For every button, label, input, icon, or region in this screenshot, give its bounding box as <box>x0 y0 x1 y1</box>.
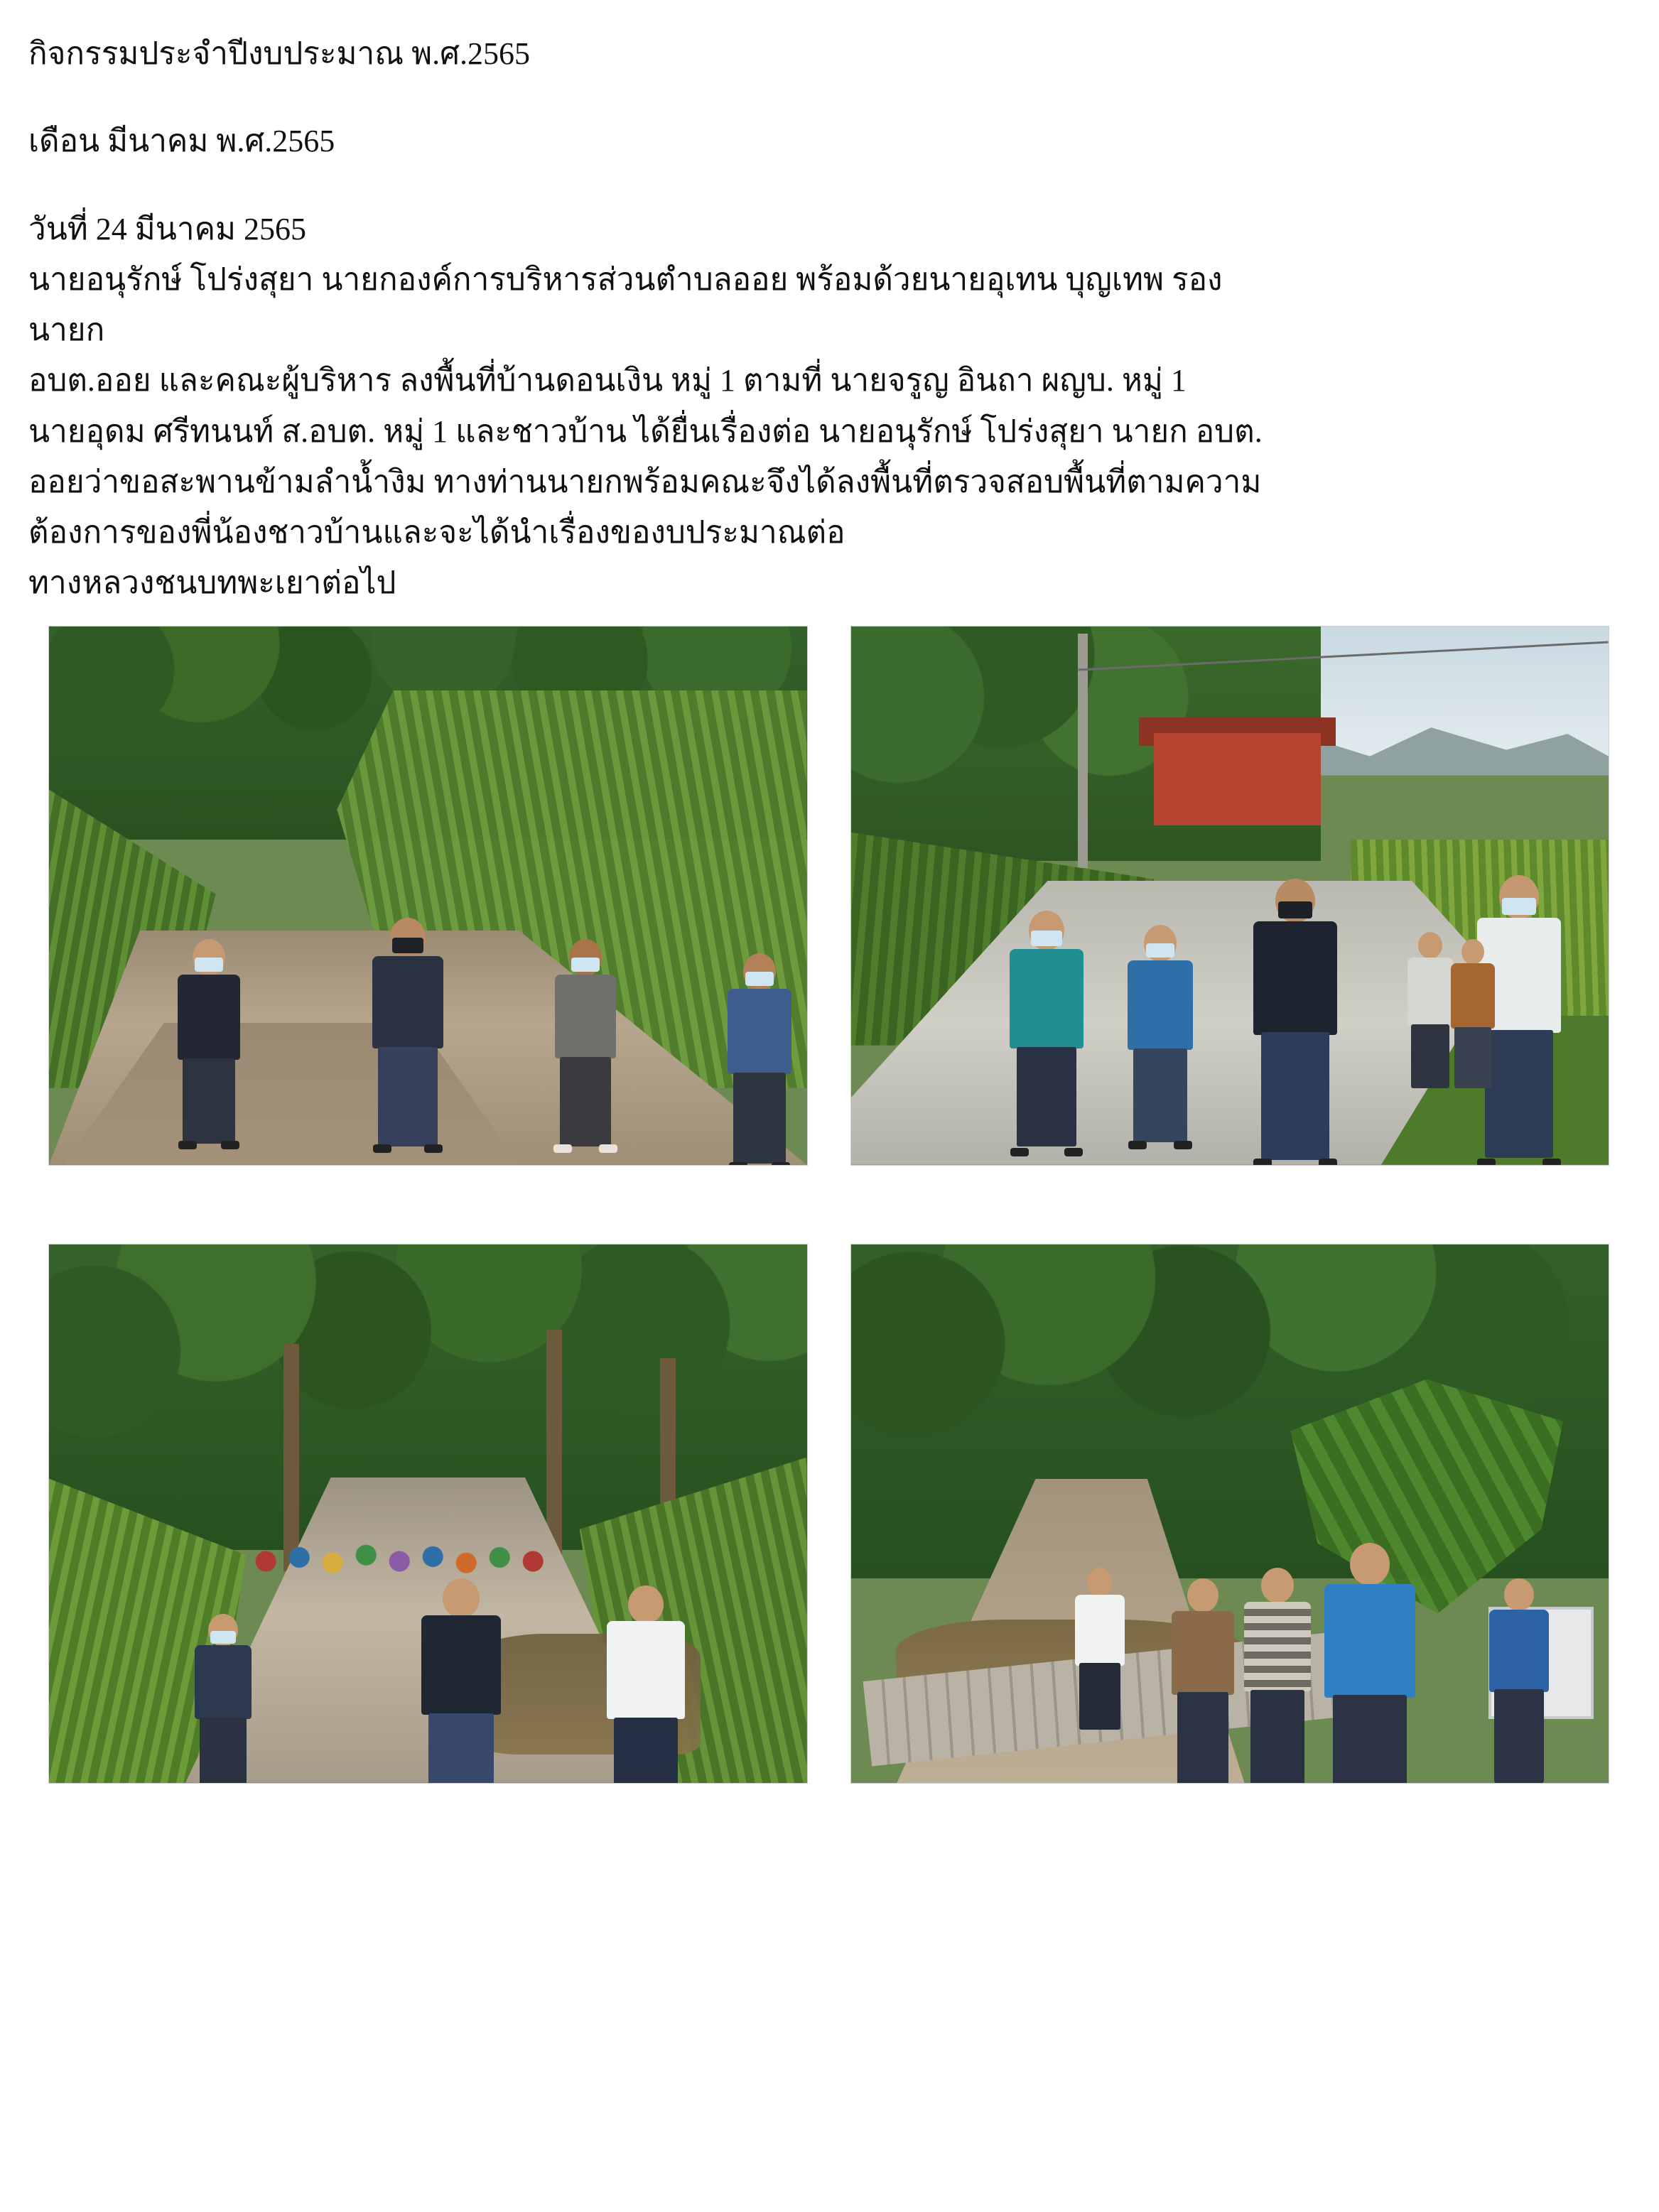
shoe-left <box>1010 1148 1029 1156</box>
person-villager-blue <box>713 953 806 1166</box>
photo-row-bottom <box>28 1244 1609 1784</box>
people-group <box>49 627 807 1165</box>
face-mask <box>195 958 223 972</box>
shoe-left <box>1128 1141 1147 1149</box>
torso <box>195 1645 252 1719</box>
torso <box>607 1621 685 1719</box>
head <box>1261 1568 1294 1603</box>
month-line-text: เดือน มีนาคม พ.ศ.2565 <box>28 124 335 159</box>
legs <box>1261 1032 1329 1160</box>
person-mayor <box>355 918 461 1149</box>
shoe-left <box>1253 1159 1272 1166</box>
photo-gallery <box>28 626 1609 1784</box>
person-officer-left <box>163 939 255 1145</box>
legs <box>1177 1692 1228 1784</box>
torso <box>555 975 616 1058</box>
person-mayor-center <box>1235 879 1356 1163</box>
head <box>1087 1568 1113 1596</box>
legs <box>1079 1663 1120 1730</box>
shoe-right <box>772 1162 790 1166</box>
torso <box>1075 1595 1125 1666</box>
face-mask <box>1278 901 1312 918</box>
legs <box>614 1718 678 1784</box>
shoe-right <box>424 1144 443 1153</box>
head <box>1504 1578 1534 1611</box>
torso <box>1489 1610 1549 1692</box>
date-line-text: วันที่ 24 มีนาคม 2565 <box>28 211 307 246</box>
body-line-2: นายก <box>28 313 105 348</box>
body-line-6: ต้องการของพี่น้องชาวบ้านและจะได้นำเรื่องของบประมาณต่อ <box>28 515 845 551</box>
torso <box>1172 1611 1234 1695</box>
shoe-left <box>373 1144 391 1153</box>
head <box>1350 1543 1390 1585</box>
torso <box>372 956 443 1048</box>
legs <box>183 1058 235 1144</box>
person-foreground-right <box>589 1585 703 1784</box>
face-mask <box>1146 943 1174 958</box>
head <box>1418 932 1442 959</box>
photo-group-walking-concrete-road <box>850 626 1610 1166</box>
person-villager-grey <box>539 939 632 1149</box>
shoe-right <box>599 1144 617 1153</box>
face-mask <box>1502 898 1536 915</box>
page-title <box>28 28 1609 79</box>
legs <box>1017 1047 1076 1146</box>
face-mask <box>392 938 423 953</box>
shoe-left <box>553 1144 572 1153</box>
shoe-right <box>1542 1159 1561 1166</box>
torso <box>1324 1584 1415 1698</box>
month-line <box>28 116 1609 166</box>
page-title-text: กิจกรรมประจำปีงบประมาณ พ.ศ.2565 <box>28 36 531 71</box>
date-line <box>28 204 1609 254</box>
torso <box>1010 949 1084 1048</box>
person-background-2 <box>1441 939 1505 1088</box>
torso <box>178 975 240 1060</box>
photo-villagers-at-stream <box>48 1244 808 1784</box>
body-line-5: ออยว่าขอสะพานข้ามลำน้ำงิม ทางท่านนายกพร้อมคณะจึงได้ลงพื้นที่ตรวจสอบพื้นที่ตามความ <box>28 464 1262 499</box>
person-foreground-center <box>404 1578 518 1784</box>
photo-dirt-road-officials <box>48 626 808 1166</box>
body-line-4: นายอุดม ศรีทนนท์ ส.อบต. หมู่ 1 และชาวบ้าน ได้ยื่นเรื่องต่อ นายอนุรักษ์ โปร่งสุยา นายก อบต. <box>28 413 1263 449</box>
spacer-after-title <box>28 79 1609 116</box>
person-teal-shirt <box>993 911 1100 1152</box>
torso <box>1451 963 1495 1029</box>
people-foreground <box>49 1245 807 1783</box>
person-right-blue <box>1476 1578 1562 1784</box>
person-blue-shirt-foreground <box>1306 1543 1434 1784</box>
head <box>1461 939 1484 965</box>
face-mask <box>1031 931 1062 946</box>
body-line-3: อบต.ออย และคณะผู้บริหาร ลงพื้นที่บ้านดอนเงิน หมู่ 1 ตามที่ นายจรูญ อินถา ผญบ. หมู่ 1 <box>28 363 1187 399</box>
shoe-left <box>178 1141 197 1149</box>
head <box>1187 1578 1218 1612</box>
spacer-after-month <box>28 167 1609 204</box>
people-group <box>851 627 1609 1165</box>
person-foreground-left <box>180 1614 266 1784</box>
shoe-right <box>1064 1148 1083 1156</box>
legs <box>378 1047 438 1146</box>
shoe-right <box>221 1141 239 1149</box>
document-text-block <box>28 28 1609 609</box>
legs <box>1494 1689 1544 1783</box>
body-line-1: นายอนุรักษ์ โปร่งสุยา นายกองค์การบริหารส่วนตำบลออย พร้อมด้วยนายอุเทน บุญเทพ รอง <box>28 261 1223 297</box>
body-paragraph <box>28 254 1609 609</box>
torso <box>1128 960 1193 1050</box>
legs <box>1250 1690 1304 1784</box>
face-mask <box>210 1631 236 1644</box>
shoe-left <box>729 1162 747 1166</box>
legs <box>733 1073 786 1164</box>
legs <box>428 1713 494 1784</box>
legs <box>1133 1048 1187 1142</box>
photo-row-top <box>28 626 1609 1166</box>
shoe-right <box>1319 1159 1337 1166</box>
torso <box>421 1615 501 1715</box>
face-mask <box>571 958 600 972</box>
person-blue-polo <box>1114 925 1206 1145</box>
person-standing-far <box>1064 1568 1135 1731</box>
head <box>628 1585 664 1624</box>
face-mask <box>745 972 774 986</box>
shoe-right <box>1174 1141 1192 1149</box>
torso <box>1244 1602 1311 1691</box>
shoe-left <box>1477 1159 1496 1166</box>
people-foreground <box>851 1245 1609 1783</box>
legs <box>1454 1027 1491 1088</box>
legs <box>200 1718 247 1784</box>
body-line-7: ทางหลวงชนบทพะเยาต่อไป <box>28 565 396 601</box>
torso <box>728 989 791 1074</box>
legs <box>560 1057 611 1146</box>
legs <box>1333 1695 1407 1784</box>
torso <box>1253 921 1337 1035</box>
photo-men-on-small-bridge <box>850 1244 1610 1784</box>
head <box>443 1578 480 1618</box>
